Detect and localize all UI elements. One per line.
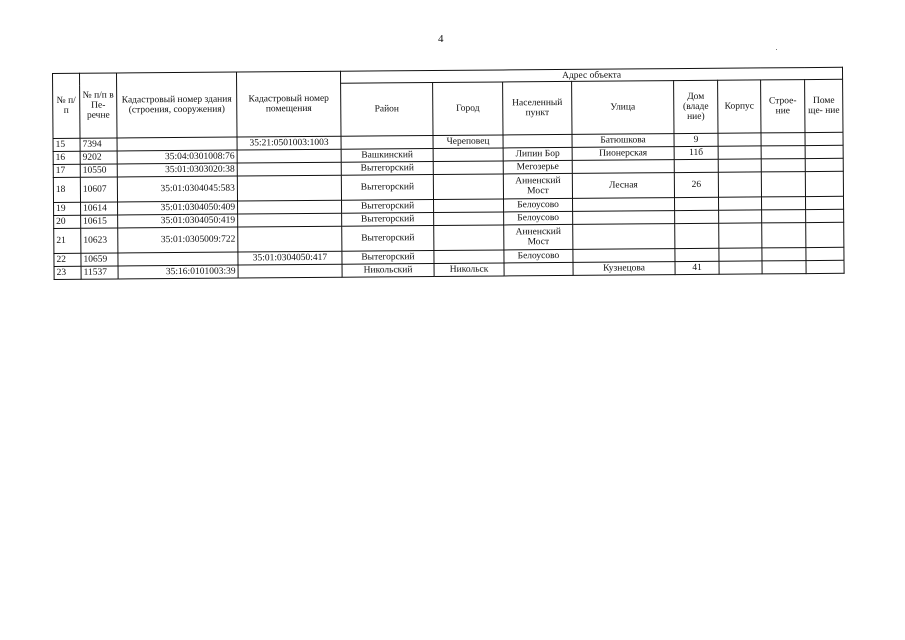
cell-num-list: 10659 (81, 253, 118, 266)
cell-num: 20 (54, 215, 81, 228)
cell-cad-building: 35:01:0305009:722 (118, 227, 238, 253)
header-city: Город (433, 82, 503, 136)
cell-block (719, 261, 762, 274)
cell-locality: Белоусово (504, 211, 573, 225)
cell-num: 19 (54, 202, 81, 215)
cell-city: Череповец (433, 135, 503, 149)
cell-building (761, 146, 805, 159)
cell-street (573, 211, 675, 225)
cell-num: 16 (53, 151, 80, 164)
cell-block (718, 159, 761, 172)
cell-num-list: 10607 (80, 177, 117, 202)
cell-street: Батюшкова (572, 134, 674, 148)
header-cad-building: Кадастровый номер здания (строения, сооружения) (117, 72, 238, 138)
cell-cad-room: 35:21:0501003:1003 (237, 136, 341, 150)
scan-speck (776, 49, 777, 50)
cell-building (761, 172, 805, 197)
cell-locality: Анненский Мост (504, 224, 573, 250)
header-block: Корпус (718, 80, 761, 133)
cell-room (805, 145, 843, 158)
cell-house: 26 (674, 172, 718, 197)
cell-num: 21 (54, 228, 81, 253)
cell-building (762, 261, 806, 274)
cell-street: Пионерская (572, 147, 674, 161)
cell-block (719, 210, 762, 223)
cell-city (433, 148, 503, 162)
cell-cad-room (237, 149, 341, 163)
cell-district: Вытегорский (342, 251, 434, 265)
cell-district: Вытегорский (341, 162, 433, 176)
header-cad-room: Кадастровый номер помещения (236, 71, 341, 137)
header-house: Дом (владе ние) (674, 80, 718, 133)
header-locality: Населенный пункт (503, 81, 572, 135)
cell-num: 15 (53, 138, 80, 151)
cell-num-list: 10623 (81, 228, 118, 253)
cell-street: Лесная (572, 173, 674, 199)
cell-locality: Анненский Мост (503, 173, 572, 199)
cell-num-list: 7394 (80, 138, 117, 151)
cell-block (718, 197, 761, 210)
cell-cad-building (117, 137, 237, 151)
cell-locality (503, 134, 572, 148)
cell-num-list: 9202 (80, 151, 117, 164)
cell-room (806, 222, 844, 247)
cell-street (573, 198, 675, 212)
cell-cad-room (237, 162, 341, 176)
object-registry-table (52, 67, 845, 280)
cell-district (341, 136, 433, 150)
cell-locality: Белоусово (504, 249, 573, 263)
cell-city: Никольск (434, 263, 504, 277)
cell-block (719, 223, 762, 248)
header-room: Поме ще- ние (805, 79, 843, 132)
cell-cad-room (237, 175, 341, 201)
cell-district: Никольский (342, 264, 434, 278)
cell-cad-building: 35:16:0101003:39 (118, 265, 238, 279)
cell-city (433, 161, 503, 175)
cell-house (675, 210, 719, 223)
cell-block (718, 146, 761, 159)
cell-num-list: 11537 (81, 266, 118, 279)
cell-house: 9 (674, 133, 718, 146)
cell-house: 41 (675, 261, 719, 274)
cell-cad-building: 35:01:0304050:409 (118, 201, 238, 215)
page-number: 4 (438, 33, 444, 45)
cell-cad-building (118, 252, 238, 266)
cell-num-list: 10550 (80, 164, 117, 177)
header-street: Улица (572, 81, 674, 135)
cell-cad-room: 35:01:0304050:417 (238, 251, 342, 265)
cell-house (675, 248, 719, 261)
cell-building (761, 159, 805, 172)
header-building: Строе- ние (761, 80, 805, 133)
cell-cad-room (238, 264, 342, 278)
cell-city (434, 199, 504, 213)
cell-house (675, 223, 719, 248)
cell-cad-building: 35:01:0304045:583 (117, 176, 237, 202)
header-district: Район (341, 83, 433, 137)
cell-cad-building: 35:01:0304050:419 (118, 214, 238, 228)
cell-street (573, 249, 675, 263)
cell-locality: Мегозерье (503, 160, 572, 174)
cell-cad-building: 35:01:0303020:38 (117, 163, 237, 177)
cell-block (719, 248, 762, 261)
cell-district: Вытегорский (342, 213, 434, 227)
cell-city (434, 225, 504, 251)
cell-room (806, 209, 844, 222)
cell-house (674, 197, 718, 210)
cell-block (718, 172, 761, 197)
cell-num-list: 10615 (81, 215, 118, 228)
cell-city (433, 174, 503, 200)
cell-building (761, 133, 805, 146)
cell-house (674, 159, 718, 172)
cell-num: 22 (54, 253, 81, 266)
cell-num-list: 10614 (81, 202, 118, 215)
cell-district: Вытегорский (341, 175, 433, 201)
cell-num: 23 (54, 266, 81, 279)
cell-room (805, 132, 843, 145)
cell-num: 17 (53, 164, 80, 177)
cell-city (434, 212, 504, 226)
cell-room (806, 247, 844, 260)
cell-room (806, 260, 844, 273)
cell-cad-building: 35:04:0301008:76 (117, 150, 237, 164)
cell-district: Вытегорский (342, 226, 434, 252)
cell-num: 18 (53, 177, 80, 202)
header-address-group: Адрес объекта (340, 67, 842, 83)
cell-building (762, 248, 806, 261)
cell-cad-room (238, 213, 342, 227)
cell-building (761, 197, 805, 210)
cell-block (718, 133, 761, 146)
cell-district: Вашкинский (341, 149, 433, 163)
header-num: № п/п (53, 73, 81, 138)
cell-city (434, 250, 504, 264)
cell-building (762, 210, 806, 223)
cell-street: Кузнецова (573, 262, 675, 276)
cell-room (805, 196, 843, 209)
cell-locality: Белоусово (504, 198, 573, 212)
cell-building (762, 223, 806, 248)
cell-locality: Липин Бор (503, 147, 572, 161)
cell-street (572, 160, 674, 174)
cell-street (573, 224, 675, 250)
cell-cad-room (238, 200, 342, 214)
cell-house: 11б (674, 146, 718, 159)
cell-room (805, 158, 843, 171)
cell-locality (504, 262, 573, 276)
header-num-list: № п/п в Пе- речне (80, 73, 118, 138)
cell-cad-room (238, 226, 342, 252)
cell-room (805, 171, 843, 196)
cell-district: Вытегорский (342, 200, 434, 214)
